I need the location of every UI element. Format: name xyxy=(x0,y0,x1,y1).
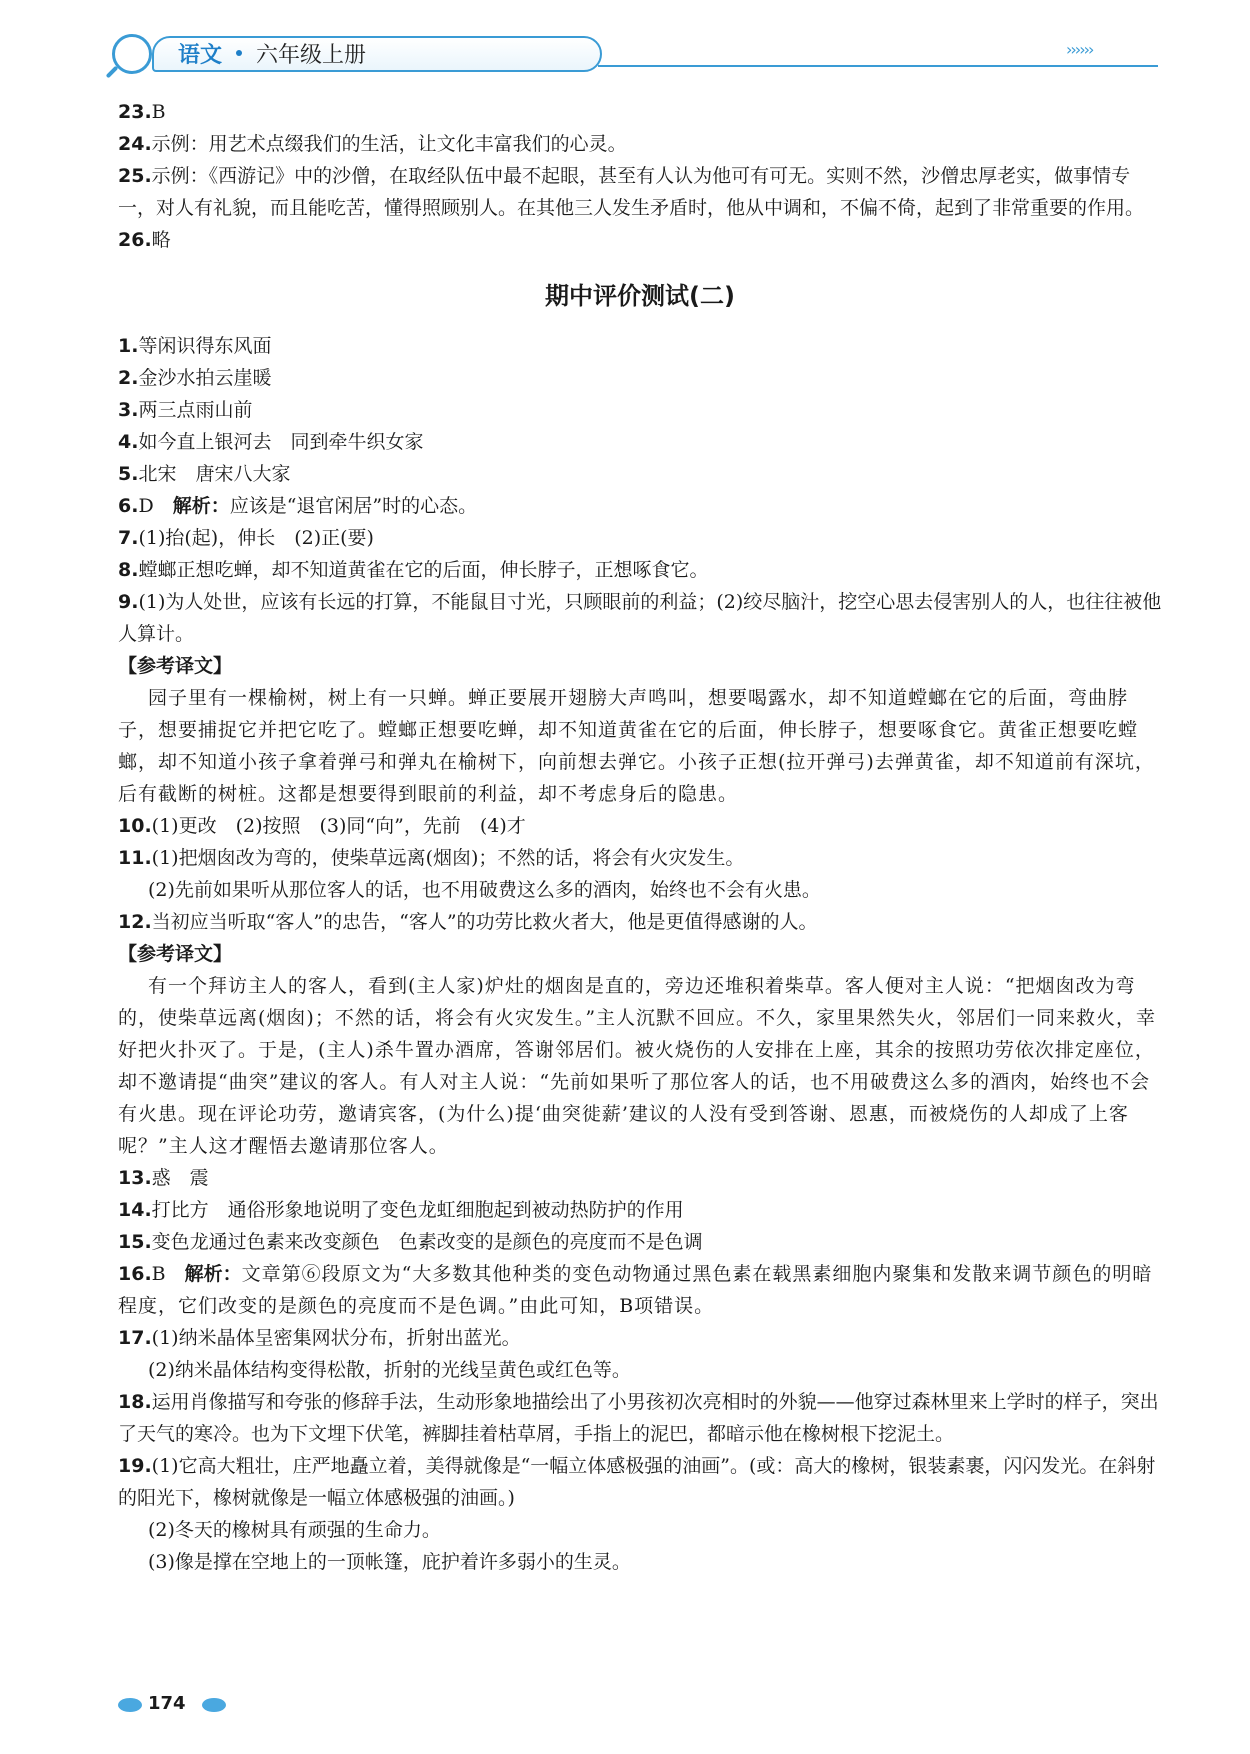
analysis-label: 解析： xyxy=(172,495,230,517)
grade-label: 六年级上册 xyxy=(256,43,367,68)
arrows-icon: ›››››› xyxy=(1066,40,1093,59)
answer-subitem: (2)先前如果听从那位客人的话，也不用破费这么多的酒肉，始终也不会有火患。 xyxy=(148,879,821,901)
answer-item: 19.(1)它高大粗壮，庄严地矗立着，美得就像是“一幅立体感极强的油画”。(或：高大的橡树，银装素裹，闪闪发光。在斜射的阳光下，橡树就像是一幅立体感极强的油画。) xyxy=(118,1455,1156,1509)
answer-item: 25.示例：《西游记》中的沙僧，在取经队伍中最不起眼，甚至有人认为他可有可无。实则不然，沙僧忠厚老实，做事情专一，对人有礼貌，而且能吃苦，懂得照顾别人。在其他三人发生矛盾时，他从中调和，不偏不倚，起到了非常重要的作用。 xyxy=(118,165,1145,219)
answer-item: 4.如今直上银河去 同到牵牛织女家 xyxy=(118,431,424,453)
page-header xyxy=(108,30,1158,80)
page-footer xyxy=(118,1690,278,1720)
footer-decoration xyxy=(118,1698,142,1712)
answer-item: 2.金沙水拍云崖暖 xyxy=(118,367,272,389)
answer-subitem: (2)冬天的橡树具有顽强的生命力。 xyxy=(148,1519,441,1541)
answer-item: 17.(1)纳米晶体呈密集网状分布，折射出蓝光。 xyxy=(118,1327,521,1349)
translation-heading: 【参考译文】 xyxy=(118,943,233,965)
answer-item: 24.示例：用艺术点缀我们的生活，让文化丰富我们的心灵。 xyxy=(118,133,627,155)
translation-paragraph: 园子里有一棵榆树，树上有一只蝉。蝉正要展开翅膀大声鸣叫，想要喝露水，却不知道螳螂在它的后面，弯曲脖子，想要捕捉它并把它吃了。螳螂正想要吃蝉，却不知道黄雀在它的后面，伸长脖子，想要啄食它。黄雀正想要吃螳螂，却不知道小孩子拿着弹弓和弹丸在榆树下，向前想去弹它。小孩子正想(拉开弹弓)去弹黄雀，却不知道前有深坑，后有截断的树桩。这都是想要得到眼前的利益，却不考虑身后的隐患。 xyxy=(118,687,1155,805)
subject-label: 语文 xyxy=(178,43,223,68)
translation-heading: 【参考译文】 xyxy=(118,655,233,677)
answer-item: 11.(1)把烟囱改为弯的，使柴草远离(烟囱)；不然的话，将会有火灾发生。 xyxy=(118,847,745,869)
answer-item: 23.B xyxy=(118,101,166,123)
answer-content xyxy=(118,96,1162,1578)
answer-item: 3.两三点雨山前 xyxy=(118,399,253,421)
answer-item: 15.变色龙通过色素来改变颜色 色素改变的是颜色的亮度而不是色调 xyxy=(118,1231,703,1253)
footer-decoration xyxy=(202,1698,226,1712)
answer-subitem: (2)纳米晶体结构变得松散，折射的光线呈黄色或红色等。 xyxy=(148,1359,631,1381)
answer-item: 5.北宋 唐宋八大家 xyxy=(118,463,291,485)
answer-item: 12.当初应当听取“客人”的忠告，“客人”的功劳比救火者大，他是更值得感谢的人。 xyxy=(118,911,818,933)
answer-item: 9.(1)为人处世，应该有长远的打算，不能鼠目寸光，只顾眼前的利益；(2)绞尽脑汁，挖空心思去侵害别人的人，也往往被他人算计。 xyxy=(118,591,1162,645)
answer-item: 7.(1)抬(起)，伸长 (2)正(要) xyxy=(118,527,374,549)
answer-item: 8.螳螂正想吃蝉，却不知道黄雀在它的后面，伸长脖子，正想啄食它。 xyxy=(118,559,709,581)
answer-item: 13.惑 震 xyxy=(118,1167,209,1189)
analysis-label: 解析： xyxy=(184,1263,242,1285)
magnifier-icon xyxy=(112,34,152,74)
answer-item: 16.B 解析：文章第⑥段原文为“大多数其他种类的变色动物通过黑色素在载黑素细胞内聚集和发散来调节颜色的明暗程度，它们改变的是颜色的亮度而不是色调。”由此可知，B项错误。 xyxy=(118,1263,1153,1317)
translation-paragraph: 有一个拜访主人的客人，看到(主人家)炉灶的烟囱是直的，旁边还堆积着柴草。客人便对主人说：“把烟囱改为弯的，使柴草远离(烟囱)；不然的话，将会有火灾发生。”主人沉默不回应。不久，家里果然失火，邻居们一同来救火，幸好把火扑灭了。于是，(主人)杀牛置办酒席，答谢邻居们。被火烧伤的人安排在上座，其余的按照功劳依次排定座位，却不邀请提“曲突”建议的客人。有人对主人说：“先前如果听了那位客人的话，也不用破费这么多的酒肉，始终也不会有火患。现在评论功劳，邀请宾客，(为什么)提‘曲突徙薪’建议的人没有受到答谢、恩惠，而被烧伤的人却成了上客呢？”主人这才醒悟去邀请那位客人。 xyxy=(118,975,1157,1157)
answer-item: 1.等闲识得东风面 xyxy=(118,335,272,357)
answer-item: 26.略 xyxy=(118,229,171,251)
answer-item: 10.(1)更改 (2)按照 (3)同“向”，先前 (4)才 xyxy=(118,815,526,837)
section-title: 期中评价测试(二) xyxy=(545,282,735,310)
separator-dot xyxy=(236,50,242,56)
page-number: 174 xyxy=(148,1693,186,1714)
answer-item: 14.打比方 通俗形象地说明了变色龙虹细胞起到被动热防护的作用 xyxy=(118,1199,684,1221)
answer-subitem: (3)像是撑在空地上的一顶帐篷，庇护着许多弱小的生灵。 xyxy=(148,1551,631,1573)
answer-item: 6.D 解析：应该是“退官闲居”时的心态。 xyxy=(118,495,478,517)
answer-item: 18.运用肖像描写和夸张的修辞手法，生动形象地描绘出了小男孩初次亮相时的外貌——他穿过森林里来上学时的样子，突出了天气的寒冷。也为下文埋下伏笔，裤脚挂着枯草屑，手指上的泥巴，都暗示他在橡树根下挖泥土。 xyxy=(118,1391,1159,1445)
header-rule xyxy=(598,65,1158,67)
